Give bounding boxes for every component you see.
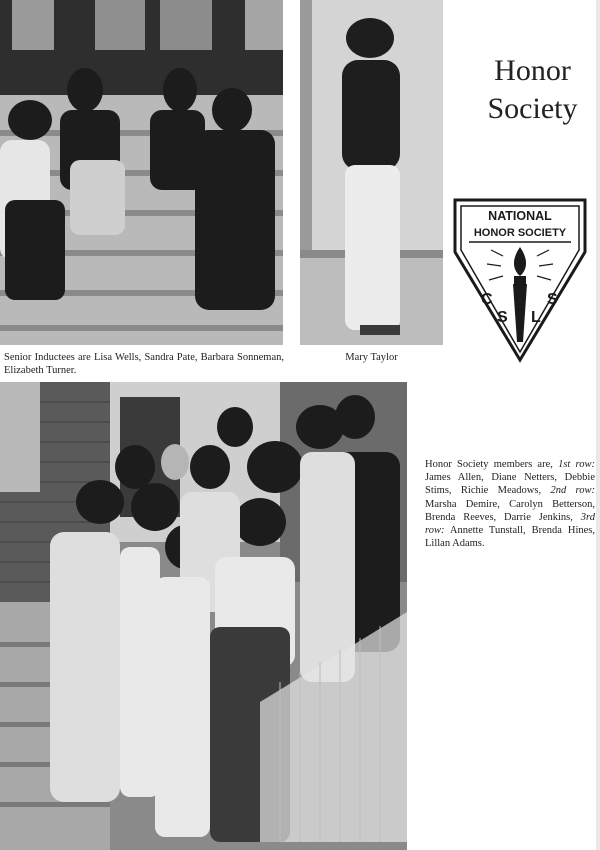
emblem-letter-1: C	[481, 291, 493, 308]
row1-label: 1st row:	[558, 459, 595, 470]
emblem-letter-3: L	[531, 309, 541, 326]
emblem-middle-text: HONOR SOCIETY	[473, 227, 567, 239]
portrait-photo	[300, 0, 443, 345]
members-intro: Honor Society members are,	[425, 459, 553, 470]
title-line-1: Honor	[494, 54, 571, 87]
row2-label: 2nd row:	[550, 485, 595, 497]
row3-names: Annette Tunstall, Brenda Hines, Lillan Adams.	[425, 525, 595, 550]
page-edge-shading	[596, 0, 600, 850]
title-line-2: Society	[487, 92, 578, 125]
portrait-caption: Mary Taylor	[345, 352, 398, 363]
inductees-photo	[0, 0, 283, 345]
emblem-top-text: NATIONAL	[488, 209, 552, 223]
national-honor-society-emblem	[447, 192, 593, 364]
row3-label: 3rd row:	[425, 511, 595, 537]
emblem-letter-4: S	[547, 291, 558, 308]
row2-names: Marsha Demire, Carolyn Betterson, Brenda Reeves, Darrie Jenkins,	[425, 498, 595, 523]
page-title	[470, 52, 595, 128]
members-caption	[425, 458, 595, 550]
inductees-caption: Senior Inductees are Lisa Wells, Sandra Pate, Barbara Sonneman, Elizabeth Turner.	[4, 352, 284, 376]
members-photo	[0, 382, 407, 850]
emblem-letter-2: S	[497, 309, 508, 326]
row1-names: James Allen, Diane Netters, Debbie Stims, Richie Meadows,	[425, 472, 595, 497]
